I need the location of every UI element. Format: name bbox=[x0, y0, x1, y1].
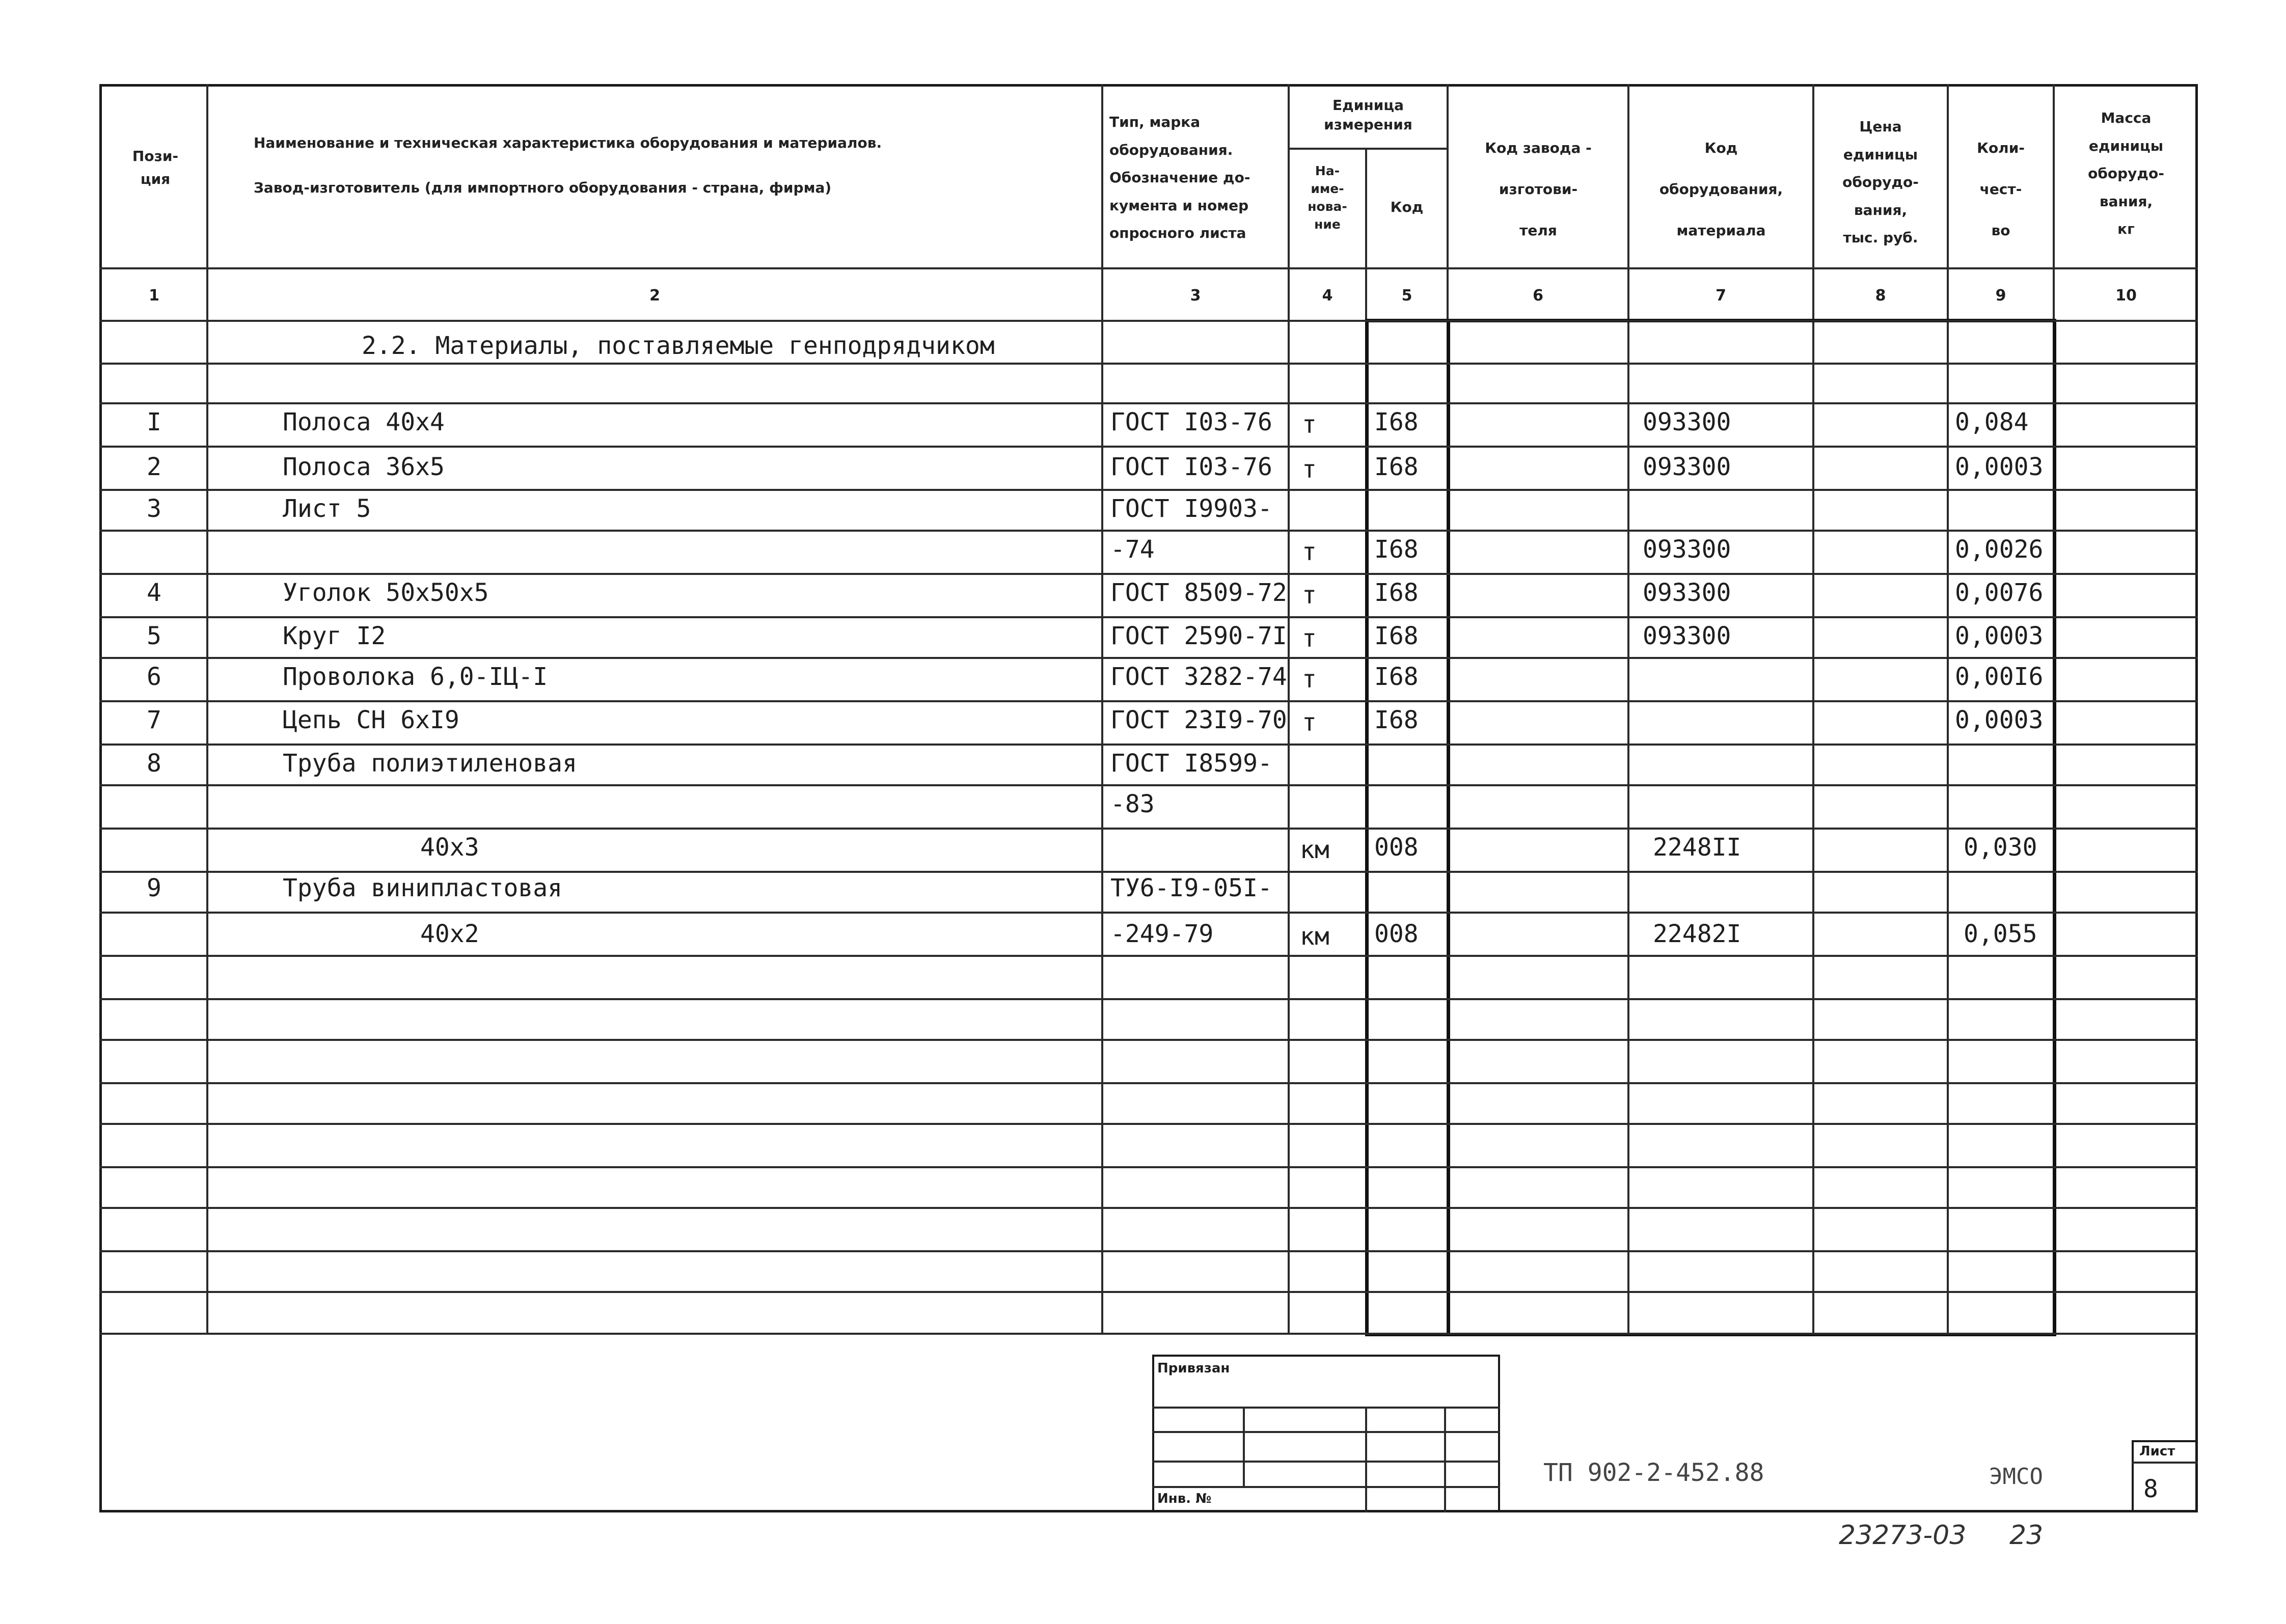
col-divider-6 bbox=[1627, 84, 1629, 1334]
row-line bbox=[99, 530, 2198, 532]
cell-name: Труба полиэтиленовая bbox=[283, 749, 577, 778]
stamp-vline bbox=[1243, 1407, 1245, 1486]
row-line bbox=[99, 657, 2198, 659]
header-price-line: оборудо- bbox=[1842, 174, 1919, 191]
col-number: 4 bbox=[1322, 287, 1333, 305]
cell-name: Цепь СН 6хI9 bbox=[283, 706, 459, 734]
cell-document: ГОСТ I9903- bbox=[1110, 494, 1272, 523]
header-doc-line: кумента и номер bbox=[1109, 197, 1249, 214]
project-part: ЭМСО bbox=[1989, 1464, 2043, 1490]
header-position bbox=[104, 145, 206, 191]
cell-material-code: 093300 bbox=[1643, 622, 1731, 650]
cell-unit: т bbox=[1302, 624, 1317, 653]
cell-position: 2 bbox=[147, 453, 161, 481]
header-mass-line: Масса bbox=[2101, 109, 2152, 126]
cell-name: 40х3 bbox=[420, 833, 479, 862]
stamp-line bbox=[1152, 1431, 1500, 1433]
cell-unit: т bbox=[1302, 665, 1317, 694]
col-number: 9 bbox=[1995, 287, 2006, 305]
header-mass-line: оборудо- bbox=[2088, 165, 2164, 182]
cell-name: Проволока 6,0-IЦ-I bbox=[283, 663, 548, 691]
col-divider-3 bbox=[1288, 84, 1290, 1334]
sheet-label: Лист bbox=[2139, 1444, 2175, 1459]
header-doc-line: оборудования. bbox=[1109, 141, 1233, 158]
cell-quantity: 0,0003 bbox=[1955, 706, 2044, 734]
cell-position: 7 bbox=[147, 706, 161, 734]
cell-unit-code: I68 bbox=[1374, 579, 1419, 607]
cell-unit: км bbox=[1300, 922, 1329, 951]
cell-material-code: 22482I bbox=[1653, 920, 1741, 948]
header-unit-line: Единица bbox=[1332, 97, 1404, 114]
header-price-line: тыс. руб. bbox=[1843, 229, 1918, 246]
cell-document: ГОСТ I03-76 bbox=[1110, 408, 1272, 436]
col-number: 10 bbox=[2115, 287, 2137, 305]
project-designation: ТП 902-2-452.88 bbox=[1543, 1458, 1764, 1487]
cell-quantity: 0,0026 bbox=[1955, 535, 2044, 564]
cell-unit-code: I68 bbox=[1374, 535, 1419, 564]
cell-material-code: 093300 bbox=[1643, 453, 1731, 481]
cell-unit-code: 008 bbox=[1374, 920, 1419, 948]
cell-material-code: 2248II bbox=[1653, 833, 1741, 862]
inventory-number-label: Инв. № bbox=[1157, 1491, 1212, 1506]
row-line bbox=[99, 1039, 2198, 1041]
header-material-code-line: Код bbox=[1704, 140, 1738, 156]
cell-unit: т bbox=[1302, 410, 1317, 439]
stamp-vline bbox=[1444, 1407, 1446, 1512]
cell-name: Полоса 40х4 bbox=[283, 408, 445, 436]
handwritten-page: 23 bbox=[2009, 1520, 2044, 1551]
cell-position: I bbox=[147, 408, 161, 436]
cell-document: ГОСТ I03-76 bbox=[1110, 453, 1272, 481]
cell-name: Лист 5 bbox=[283, 494, 371, 523]
header-unit-group bbox=[1290, 96, 1447, 134]
header-quantity bbox=[1949, 127, 2053, 252]
header-name-line: Наименование и техническая характеристика оборудования и материалов. bbox=[254, 134, 882, 151]
row-line bbox=[99, 998, 2198, 1000]
header-unit-name-line: име- bbox=[1311, 181, 1344, 196]
col-divider-1 bbox=[206, 84, 208, 1334]
cell-document: ГОСТ I8599- bbox=[1110, 749, 1272, 778]
cell-unit-code: I68 bbox=[1374, 706, 1419, 734]
cell-unit-code: I68 bbox=[1374, 622, 1419, 650]
header-doc bbox=[1109, 108, 1250, 247]
row-line bbox=[99, 1123, 2198, 1125]
stamp-line bbox=[1152, 1486, 1500, 1488]
header-plant-code-line: Код завода - bbox=[1485, 140, 1592, 156]
cell-material-code: 093300 bbox=[1643, 535, 1731, 564]
row-line bbox=[99, 1082, 2198, 1084]
row-line bbox=[99, 402, 2198, 404]
header-name-line: Завод-изготовитель (для импортного оборудования - страна, фирма) bbox=[254, 179, 832, 196]
header-price bbox=[1814, 113, 1947, 252]
cell-unit-code: I68 bbox=[1374, 453, 1419, 481]
cell-document: ГОСТ 23I9-70 bbox=[1110, 706, 1287, 734]
header-material-code bbox=[1630, 127, 1812, 252]
sheet-number: 8 bbox=[2143, 1475, 2158, 1503]
cell-document: ГОСТ 2590-7I bbox=[1110, 622, 1287, 650]
header-doc-line: Обозначение до- bbox=[1109, 169, 1250, 186]
cell-quantity: 0,055 bbox=[1964, 920, 2037, 948]
col-number: 2 bbox=[649, 287, 660, 305]
col-divider-7 bbox=[1812, 84, 1814, 1334]
header-unit-code: Код bbox=[1390, 199, 1424, 215]
cell-document: -83 bbox=[1110, 790, 1155, 818]
header-price-line: Цена bbox=[1859, 118, 1902, 135]
header-material-code-line: материала bbox=[1676, 222, 1766, 239]
header-doc-line: Тип, марка bbox=[1109, 114, 1201, 130]
cell-unit: км bbox=[1300, 836, 1329, 864]
cell-quantity: 0,030 bbox=[1964, 833, 2037, 862]
header-price-line: единицы bbox=[1843, 146, 1918, 163]
stamp-line bbox=[1152, 1407, 1500, 1409]
cell-position: 5 bbox=[147, 622, 161, 650]
cell-position: 8 bbox=[147, 749, 161, 778]
cell-quantity: 0,084 bbox=[1955, 408, 2029, 436]
cell-name: Уголок 50х50х5 bbox=[283, 579, 489, 607]
cell-position: 6 bbox=[147, 663, 161, 691]
cell-unit-code: I68 bbox=[1374, 663, 1419, 691]
col-number: 6 bbox=[1533, 287, 1543, 305]
col-number: 1 bbox=[149, 287, 159, 305]
numbers-bottom-line bbox=[99, 320, 2198, 322]
cell-unit: т bbox=[1302, 581, 1317, 610]
header-doc-line: опросного листа bbox=[1109, 225, 1246, 242]
header-unit-name-line: нова- bbox=[1308, 199, 1347, 214]
unit-header-divider bbox=[1288, 148, 1447, 150]
header-name bbox=[254, 136, 882, 195]
header-mass-line: вания, bbox=[2099, 192, 2153, 210]
header-unit-name-line: ние bbox=[1314, 217, 1341, 232]
cell-document: ТУ6-I9-05I- bbox=[1110, 874, 1272, 902]
cell-document: -74 bbox=[1110, 535, 1155, 564]
privyazan-label: Привязан bbox=[1157, 1361, 1230, 1376]
cell-quantity: 0,00I6 bbox=[1955, 663, 2044, 691]
col-divider-2 bbox=[1101, 84, 1103, 1334]
header-quantity-line: чест- bbox=[1979, 181, 2022, 198]
row-line bbox=[99, 363, 2198, 365]
row-line bbox=[99, 1166, 2198, 1168]
sheet-box-divider bbox=[2132, 1462, 2198, 1464]
header-quantity-line: во bbox=[1991, 222, 2010, 239]
header-quantity-line: Коли- bbox=[1977, 140, 2025, 156]
cell-document: ГОСТ 8509-72 bbox=[1110, 579, 1287, 607]
cell-name: 40х2 bbox=[420, 920, 479, 948]
header-plant-code-line: изготови- bbox=[1499, 181, 1578, 198]
header-mass-line: единицы bbox=[2088, 137, 2164, 154]
row-line bbox=[99, 955, 2198, 957]
cell-quantity: 0,0076 bbox=[1955, 579, 2044, 607]
row-line bbox=[99, 489, 2198, 491]
col-divider-8 bbox=[1947, 84, 1949, 1334]
col-number: 8 bbox=[1875, 287, 1886, 305]
cell-position: 4 bbox=[147, 579, 161, 607]
row-line bbox=[99, 616, 2198, 618]
row-line bbox=[99, 871, 2198, 873]
stamp-line bbox=[1152, 1461, 1500, 1463]
cell-quantity: 0,0003 bbox=[1955, 453, 2044, 481]
row-line bbox=[99, 912, 2198, 914]
header-unit-name bbox=[1290, 162, 1365, 233]
cell-name: Круг I2 bbox=[283, 622, 386, 650]
header-position-line: ция bbox=[140, 170, 171, 187]
cell-name: Труба винипластовая bbox=[283, 874, 563, 902]
row-line bbox=[99, 1207, 2198, 1209]
table-body-bottom-line bbox=[99, 1333, 2198, 1335]
row-line bbox=[99, 573, 2198, 575]
row-line bbox=[99, 446, 2198, 448]
cell-material-code: 093300 bbox=[1643, 408, 1731, 436]
col-number: 5 bbox=[1401, 287, 1412, 305]
row-line bbox=[99, 828, 2198, 830]
header-price-line: вания, bbox=[1854, 201, 1908, 218]
cell-unit: т bbox=[1302, 538, 1317, 566]
row-line bbox=[99, 784, 2198, 786]
header-plant-code bbox=[1449, 127, 1627, 252]
header-unit-line: измерения bbox=[1324, 116, 1412, 133]
row-line bbox=[99, 744, 2198, 746]
cell-quantity: 0,0003 bbox=[1955, 622, 2044, 650]
cell-unit: т bbox=[1302, 455, 1317, 484]
cell-name: Полоса 36х5 bbox=[283, 453, 445, 481]
cell-unit: т bbox=[1302, 708, 1317, 737]
row-line bbox=[99, 700, 2198, 702]
row-line bbox=[99, 1291, 2198, 1293]
stamp-vline bbox=[1365, 1407, 1367, 1512]
header-unit-name-line: На- bbox=[1315, 163, 1340, 178]
cell-document: ГОСТ 3282-74 bbox=[1110, 663, 1287, 691]
privyazan-box bbox=[1152, 1355, 1500, 1512]
cell-document: -249-79 bbox=[1110, 920, 1214, 948]
cell-unit-code: 008 bbox=[1374, 833, 1419, 862]
cell-position: 9 bbox=[147, 874, 161, 902]
header-material-code-line: оборудования, bbox=[1659, 181, 1783, 198]
col-number: 7 bbox=[1716, 287, 1726, 305]
cell-unit-code: I68 bbox=[1374, 408, 1419, 436]
row-line bbox=[99, 1250, 2198, 1252]
handwritten-code: 23273-03 bbox=[1839, 1520, 1967, 1551]
header-bottom-line bbox=[99, 267, 2198, 269]
section-title: 2.2. Материалы, поставляемые генподрядчиком bbox=[362, 332, 995, 360]
cell-material-code: 093300 bbox=[1643, 579, 1731, 607]
header-mass bbox=[2055, 104, 2197, 243]
cell-position: 3 bbox=[147, 494, 161, 523]
header-plant-code-line: теля bbox=[1519, 222, 1557, 239]
header-position-line: Пози- bbox=[132, 148, 179, 164]
col-number: 3 bbox=[1190, 287, 1201, 305]
header-mass-line: кг bbox=[2117, 221, 2135, 238]
